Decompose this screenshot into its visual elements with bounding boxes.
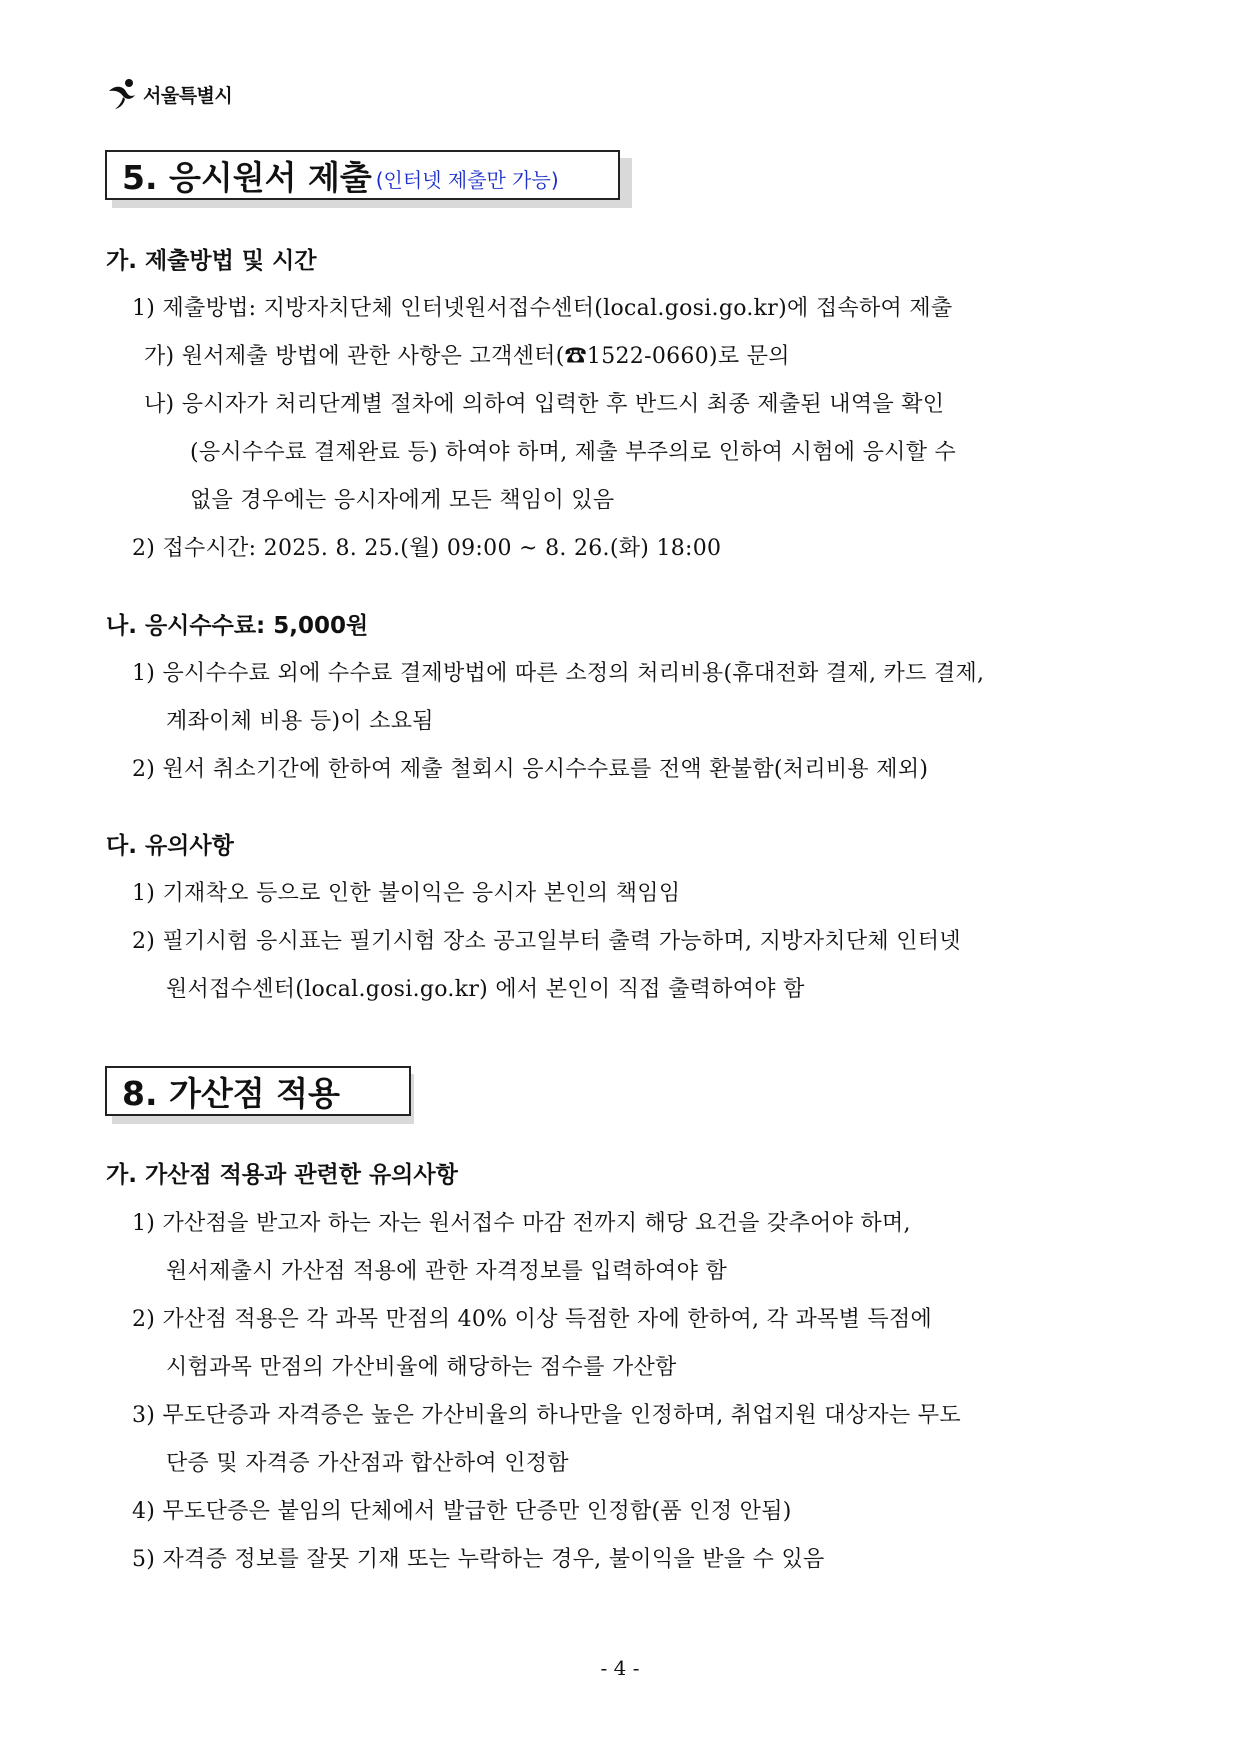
section5-ga-line: 가) 원서제출 방법에 관한 사항은 고객센터(☎1522-0660)로 문의: [144, 344, 790, 369]
section8-title: 8. 가산점 적용: [122, 1073, 340, 1113]
section5-title: 5. 응시원서 제출: [122, 157, 372, 197]
section5-da-heading: 다. 유의사항: [106, 833, 234, 859]
section5-ga-line: (응시수수료 결제완료 등) 하여야 하며, 제출 부주의로 인하여 시험에 응시할 수: [190, 440, 957, 465]
section5-title-box: [105, 150, 620, 200]
section8-ga-heading: 가. 가산점 적용과 관련한 유의사항: [106, 1162, 458, 1188]
section8-ga-line: 2) 가산점 적용은 각 과목 만점의 40% 이상 득점한 자에 한하여, 각 과목별 득점에: [132, 1307, 933, 1332]
seoul-logo-icon: [105, 77, 141, 111]
section5-da-line: 원서접수센터(local.gosi.go.kr) 에서 본인이 직접 출력하여야 함: [166, 977, 805, 1002]
page-number: - 4 -: [600, 1656, 640, 1680]
seoul-logo: [105, 76, 232, 112]
section5-ga-line: 나) 응시자가 처리단계별 절차에 의하여 입력한 후 반드시 최종 제출된 내역을 확인: [144, 392, 945, 417]
section8-ga-line: 1) 가산점을 받고자 하는 자는 원서접수 마감 전까지 해당 요건을 갖추어야 하며,: [132, 1211, 911, 1236]
org-name: 서울특별시: [143, 84, 233, 107]
section5-na-line: 2) 원서 취소기간에 한하여 제출 철회시 응시수수료를 전액 환불함(처리비용 제외): [132, 757, 929, 782]
section8-ga-line: 시험과목 만점의 가산비율에 해당하는 점수를 가산함: [166, 1355, 677, 1380]
section5-ga-line: 없을 경우에는 응시자에게 모든 책임이 있음: [190, 488, 615, 513]
section5-na-line: 1) 응시수수료 외에 수수료 결제방법에 따른 소정의 처리비용(휴대전화 결제, 카드 결제,: [132, 661, 985, 686]
section8-ga-line: 4) 무도단증은 붙임의 단체에서 발급한 단증만 인정함(품 인정 안됨): [132, 1499, 792, 1524]
section5-na-heading: 나. 응시수수료: 5,000원: [106, 613, 369, 639]
section5-ga-line: 1) 제출방법: 지방자치단체 인터넷원서접수센터(local.gosi.go.kr)에 접속하여 제출: [132, 296, 953, 321]
section8-ga-line: 단증 및 자격증 가산점과 합산하여 인정함: [166, 1451, 569, 1476]
section5-ga-line: 2) 접수시간: 2025. 8. 25.(월) 09:00 ~ 8. 26.(화) 18:00: [132, 536, 722, 561]
section5-ga-heading: 가. 제출방법 및 시간: [106, 248, 317, 274]
section5-subtitle: (인터넷 제출만 가능): [375, 167, 559, 192]
section8-title-box: [105, 1066, 411, 1116]
section5-na-line: 계좌이체 비용 등)이 소요됨: [166, 709, 434, 734]
section5-da-line: 1) 기재착오 등으로 인한 불이익은 응시자 본인의 책임임: [132, 881, 681, 906]
section8-ga-line: 5) 자격증 정보를 잘못 기재 또는 누락하는 경우, 불이익을 받을 수 있음: [132, 1547, 825, 1572]
section5-da-line: 2) 필기시험 응시표는 필기시험 장소 공고일부터 출력 가능하며, 지방자치단체 인터넷: [132, 929, 961, 954]
section8-ga-line: 3) 무도단증과 자격증은 높은 가산비율의 하나만을 인정하며, 취업지원 대상자는 무도: [132, 1403, 961, 1428]
section8-ga-line: 원서제출시 가산점 적용에 관한 자격정보를 입력하여야 함: [166, 1259, 728, 1284]
